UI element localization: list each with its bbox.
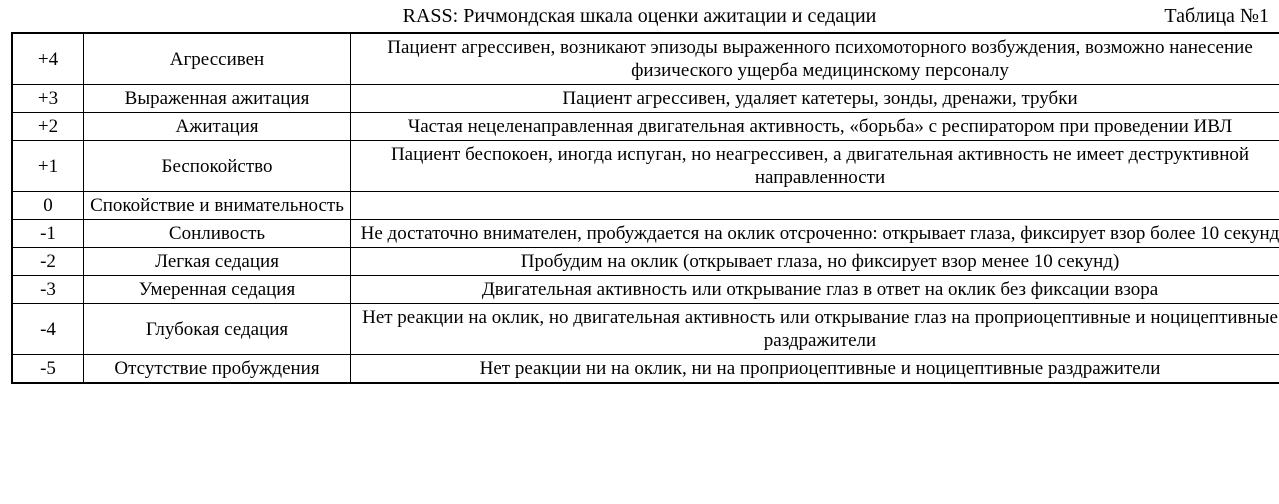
- table-row: [12, 355, 1279, 384]
- row-term: Выраженная ажитация: [84, 85, 351, 113]
- row-score: +2: [12, 113, 84, 141]
- row-description: Двигательная активность или открывание глаз в ответ на оклик без фиксации взора: [351, 276, 1279, 304]
- row-description: Частая нецеленаправленная двигательная активность, «борьба» с респиратором при проведении ИВЛ: [351, 113, 1279, 141]
- row-term: Глубокая седация: [84, 304, 351, 355]
- row-description: Нет реакции на оклик, но двигательная активность или открывание глаз на проприоцептивные и ноцицептивные раздражители: [351, 304, 1279, 355]
- row-score: +4: [12, 33, 84, 85]
- table-row: [12, 304, 1279, 355]
- row-score: -4: [12, 304, 84, 355]
- row-score: -1: [12, 220, 84, 248]
- row-term: Беспокойство: [84, 141, 351, 192]
- row-term: Умеренная седация: [84, 276, 351, 304]
- row-description: Пациент беспокоен, иногда испуган, но неагрессивен, а двигательная активность не имеет деструктивной направленности: [351, 141, 1279, 192]
- row-description: Пациент агрессивен, удаляет катетеры, зонды, дренажи, трубки: [351, 85, 1279, 113]
- table-number-label: Таблица №1: [1164, 5, 1269, 27]
- row-score: -5: [12, 355, 84, 384]
- row-description: Нет реакции ни на оклик, ни на проприоцептивные и ноцицептивные раздражители: [351, 355, 1279, 384]
- row-description: Не достаточно внимателен, пробуждается на оклик отсроченно: открывает глаза, фиксирует взор более 10 секунд: [351, 220, 1279, 248]
- table-row: [12, 85, 1279, 113]
- row-term: Ажитация: [84, 113, 351, 141]
- row-term: Сонливость: [84, 220, 351, 248]
- page-title: RASS: Ричмондская шкала оценки ажитации и седации: [402, 5, 877, 27]
- row-term: Агрессивен: [84, 33, 351, 85]
- table-row: [12, 113, 1279, 141]
- table-body: [12, 33, 1279, 383]
- row-term: Спокойствие и внимательность: [84, 192, 351, 220]
- row-score: +3: [12, 85, 84, 113]
- row-term: Легкая седация: [84, 248, 351, 276]
- table-row: [12, 276, 1279, 304]
- row-score: 0: [12, 192, 84, 220]
- row-term: Отсутствие пробуждения: [84, 355, 351, 384]
- row-score: +1: [12, 141, 84, 192]
- table-row: [12, 33, 1279, 85]
- row-description: Пробудим на оклик (открывает глаза, но фиксирует взор менее 10 секунд): [351, 248, 1279, 276]
- rass-scale-table: [11, 32, 1279, 384]
- table-row: [12, 220, 1279, 248]
- table-row: [12, 248, 1279, 276]
- table-row: [12, 141, 1279, 192]
- row-description: Пациент агрессивен, возникают эпизоды выраженного психомоторного возбуждения, возможно нанесение физического ущерба медицинскому персоналу: [351, 33, 1279, 85]
- table-row: [12, 192, 1279, 220]
- row-score: -2: [12, 248, 84, 276]
- document-header: [0, 0, 1279, 32]
- row-score: -3: [12, 276, 84, 304]
- row-description: [351, 192, 1279, 220]
